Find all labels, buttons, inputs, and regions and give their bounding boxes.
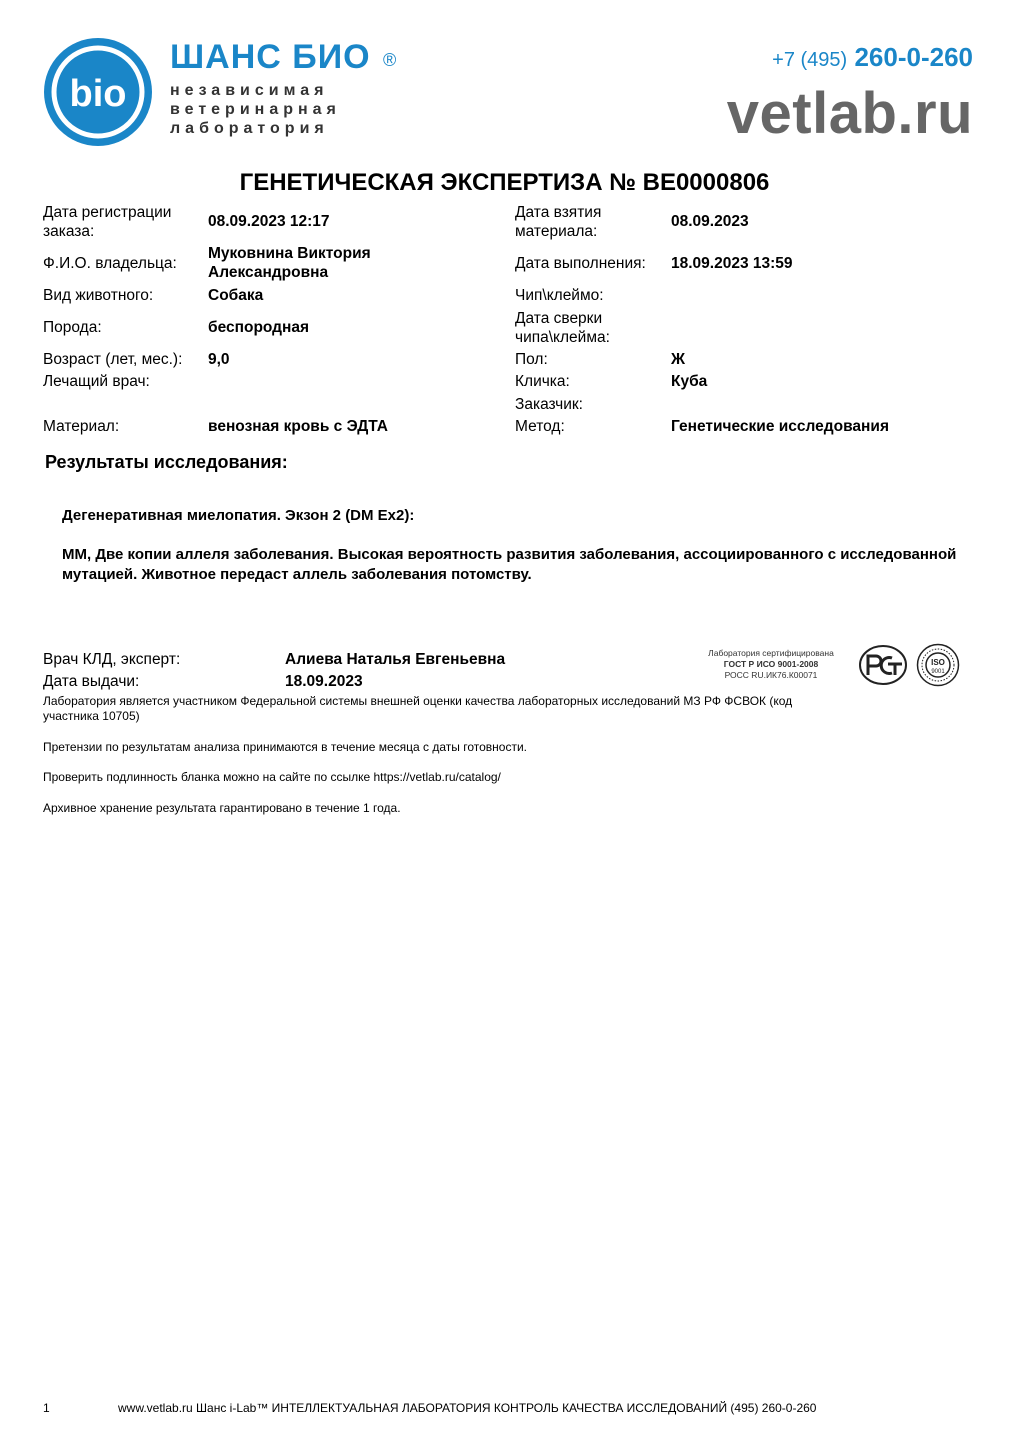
page-number: 1 xyxy=(43,1401,50,1415)
label-sample-date: Дата взятия материала: xyxy=(515,204,602,240)
label-completion-date: Дата выполнения: xyxy=(515,255,646,272)
value-material: венозная кровь с ЭДТА xyxy=(208,418,388,435)
value-breed: беспородная xyxy=(208,319,310,336)
site-url: vetlab.ru xyxy=(726,81,973,146)
label-breed: Порода: xyxy=(43,319,102,336)
label-customer: Заказчик: xyxy=(515,396,583,413)
test-name: Дегенеративная миелопатия. Экзон 2 (DM Ex2): xyxy=(62,507,415,524)
label-registration-date: Дата регистрации заказа: xyxy=(43,204,172,240)
iso-label: ISO xyxy=(931,658,945,667)
value-age: 9,0 xyxy=(208,351,230,368)
value-expert: Алиева Наталья Евгеньевна xyxy=(285,651,506,668)
bio-logo-icon xyxy=(42,36,154,148)
value-issue-date: 18.09.2023 xyxy=(285,673,363,690)
brand-name: ШАНС БИО xyxy=(170,38,371,76)
cert-line-3: РОСС RU.ИК76.К00071 xyxy=(724,670,818,680)
registered-mark: ® xyxy=(383,50,397,70)
note-claims: Претензии по результатам анализа принимаются в течение месяца с даты готовности. xyxy=(43,740,528,754)
value-sample-date: 08.09.2023 xyxy=(671,213,749,230)
label-owner: Ф.И.О. владельца: xyxy=(43,255,177,272)
value-completion-date: 18.09.2023 13:59 xyxy=(671,255,793,272)
label-sex: Пол: xyxy=(515,351,548,368)
note-fsvok: Лаборатория является участником Федеральной системы внешней оценки качества лабораторных исследований МЗ РФ ФСВОК (код участника 10705) xyxy=(43,694,793,723)
certification-text xyxy=(690,648,852,681)
label-material: Материал: xyxy=(43,418,120,435)
value-nickname: Куба xyxy=(671,373,708,390)
footer-text: www.vetlab.ru Шанс i-Lab™ ИНТЕЛЛЕКТУАЛЬНАЯ ЛАБОРАТОРИЯ КОНТРОЛЬ КАЧЕСТВА ИССЛЕДОВАНИЙ (495) 260-0-260 xyxy=(118,1401,817,1415)
label-nickname: Кличка: xyxy=(515,373,570,390)
label-chip: Чип\клеймо: xyxy=(515,287,604,304)
label-expert: Врач КЛД, эксперт: xyxy=(43,651,181,668)
test-result: ММ, Две копии аллеля заболевания. Высокая вероятность развития заболевания, ассоциированного с исследованной мутацией. Животное передаст аллель заболевания потомству. xyxy=(62,546,957,583)
label-chip-check-date: Дата сверки чипа\клейма: xyxy=(515,310,610,346)
label-age: Возраст (лет, мес.): xyxy=(43,351,183,368)
logo-text: bio xyxy=(69,73,127,115)
value-species: Собака xyxy=(208,287,264,304)
phone xyxy=(772,42,973,73)
document-title: ГЕНЕТИЧЕСКАЯ ЭКСПЕРТИЗА № BE0000806 xyxy=(239,169,770,196)
label-issue-date: Дата выдачи: xyxy=(43,673,140,690)
label-species: Вид животного: xyxy=(43,287,154,304)
label-method: Метод: xyxy=(515,418,565,435)
cert-line-2: ГОСТ Р ИСО 9001-2008 xyxy=(723,659,819,669)
note-verify: Проверить подлинность бланка можно на сайте по ссылке https://vetlab.ru/catalog/ xyxy=(43,770,501,784)
brand-subtitle-2: ветеринарная xyxy=(170,101,341,118)
cert-line-1: Лаборатория сертифицирована xyxy=(708,648,834,658)
value-registration-date: 08.09.2023 12:17 xyxy=(208,213,330,230)
note-archive: Архивное хранение результата гарантировано в течение 1 года. xyxy=(43,801,401,815)
iso-number: 9001 xyxy=(931,669,945,675)
rst-certification-icon xyxy=(858,644,908,686)
label-doctor: Лечащий врач: xyxy=(43,373,150,390)
phone-number: 260-0-260 xyxy=(854,42,973,72)
value-sex: Ж xyxy=(671,351,686,368)
value-owner: Муковнина Виктория Александровна xyxy=(208,245,371,281)
phone-prefix: +7 (495) xyxy=(772,49,848,71)
brand-subtitle-3: лаборатория xyxy=(170,120,329,137)
brand-subtitle-1: независимая xyxy=(170,82,329,99)
iso-9001-icon xyxy=(916,643,960,687)
results-heading: Результаты исследования: xyxy=(45,452,288,472)
value-method: Генетические исследования xyxy=(671,418,889,435)
